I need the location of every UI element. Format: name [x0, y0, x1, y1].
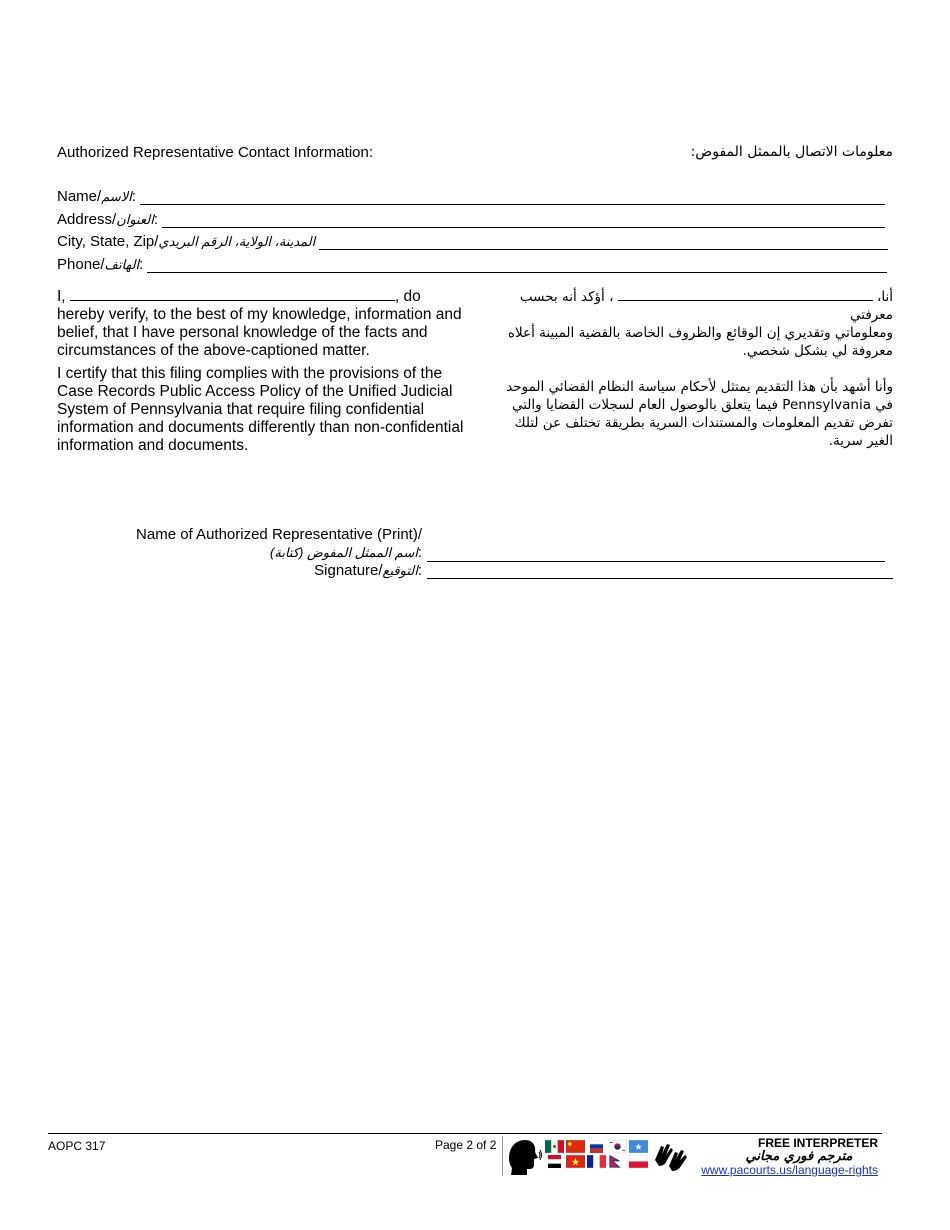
city-label-en: City, State, Zip/	[57, 233, 159, 250]
city-label-ar: المدينة، الولاية، الرقم البريدي	[158, 234, 316, 249]
sign-language-icon	[653, 1140, 689, 1172]
signature-line[interactable]	[427, 566, 893, 579]
signature-colon: :	[417, 562, 422, 579]
city-field-row	[57, 233, 888, 250]
header-title-en: Authorized Representative Contact Information:	[57, 144, 374, 161]
footer-separator	[502, 1136, 503, 1176]
address-label-en: Address/	[57, 211, 117, 228]
signature-label-en: Signature/	[314, 562, 383, 579]
city-line[interactable]	[319, 237, 888, 250]
free-interpreter-block	[690, 1137, 878, 1177]
phone-label-ar: الهاتف	[104, 257, 140, 272]
speaking-head-icon	[505, 1138, 543, 1176]
russia-flag-icon	[587, 1140, 606, 1153]
verify-ar-first-line	[487, 288, 893, 324]
verify-en-name-blank[interactable]	[70, 288, 395, 301]
print-name-label-en: Name of Authorized Representative (Print)/	[136, 526, 422, 543]
poland-flag-icon	[629, 1155, 648, 1168]
verification-ar	[487, 288, 893, 450]
verify-ar-name-blank[interactable]	[618, 288, 873, 301]
verify-ar-body: ومعلوماتي وتقديري إن الوقائع والظروف الخاصة بالقضية المبينة أعلاه معروفة لي بشكل شخصي.	[507, 325, 893, 359]
free-interpreter-en: FREE INTERPRETER	[757, 1136, 878, 1150]
egypt-flag-icon	[545, 1155, 564, 1168]
print-name-label-ar: اسم الممثل المفوض (كتابة)	[270, 545, 418, 560]
language-rights-link[interactable]: www.pacourts.us/language-rights	[701, 1163, 878, 1177]
verify-en-suffix: , do	[394, 288, 421, 305]
language-flags	[545, 1140, 653, 1168]
verify-en-prefix: I,	[57, 288, 66, 305]
footer-divider	[48, 1133, 882, 1134]
header-title-ar: معلومات الاتصال بالممثل المفوض:	[690, 144, 893, 160]
address-line[interactable]	[162, 215, 885, 228]
nepal-flag-icon	[608, 1155, 627, 1168]
certify-ar: وأنا أشهد بأن هذا التقديم يمتثل لأحكام سياسة النظام القضائي الموحد في Pennsylvania فيما يتعلق بالوصول العام لسجلات القضايا والتي تفرض تقديم المعلومات والمستندات السرية بطريقة تختلف عن لتلك الغير سرية.	[506, 379, 893, 449]
signature-label	[60, 562, 422, 580]
free-interpreter-ar: مترجم فوري مجاني	[745, 1149, 853, 1164]
print-name-line[interactable]	[427, 549, 885, 562]
somalia-flag-icon	[629, 1140, 648, 1153]
phone-colon: :	[139, 256, 144, 273]
mexico-flag-icon	[545, 1140, 564, 1153]
phone-line[interactable]	[147, 260, 887, 273]
name-line[interactable]	[140, 192, 885, 205]
china-flag-icon	[566, 1140, 585, 1153]
address-label-ar: العنوان	[116, 212, 154, 227]
verify-en-body: hereby verify, to the best of my knowledge, information and belief, that I have personal knowledge of the facts and circumstances of the above-captioned matter.	[57, 306, 462, 359]
vietnam-flag-icon	[566, 1155, 585, 1168]
verify-en-first-line	[57, 288, 472, 306]
print-name-label	[60, 526, 422, 562]
france-flag-icon	[587, 1155, 606, 1168]
name-label-ar: الاسم	[101, 189, 132, 204]
form-id: AOPC 317	[48, 1139, 106, 1153]
verify-ar-prefix: أنا،	[877, 289, 893, 305]
phone-label-en: Phone/	[57, 256, 105, 273]
print-name-colon: :	[417, 544, 422, 561]
page-number: Page 2 of 2	[435, 1138, 497, 1152]
phone-field-row	[57, 256, 887, 273]
verification-en	[57, 288, 472, 455]
korea-flag-icon	[608, 1140, 627, 1153]
address-field-row	[57, 211, 885, 228]
address-colon: :	[153, 211, 159, 228]
name-colon: :	[131, 188, 136, 205]
verify-ar-suffix: ، أؤكد أنه بحسب معرفتي	[519, 289, 893, 323]
certify-en: I certify that this filing complies with the provisions of the Case Records Public Access Policy of the Unified Judicial System of Pennsylvania that require filing confidential information and documents differently than non-confidential information and documents.	[57, 365, 464, 454]
signature-label-ar: التوقيع	[382, 563, 418, 578]
name-label-en: Name/	[57, 188, 102, 205]
name-field-row	[57, 188, 885, 205]
